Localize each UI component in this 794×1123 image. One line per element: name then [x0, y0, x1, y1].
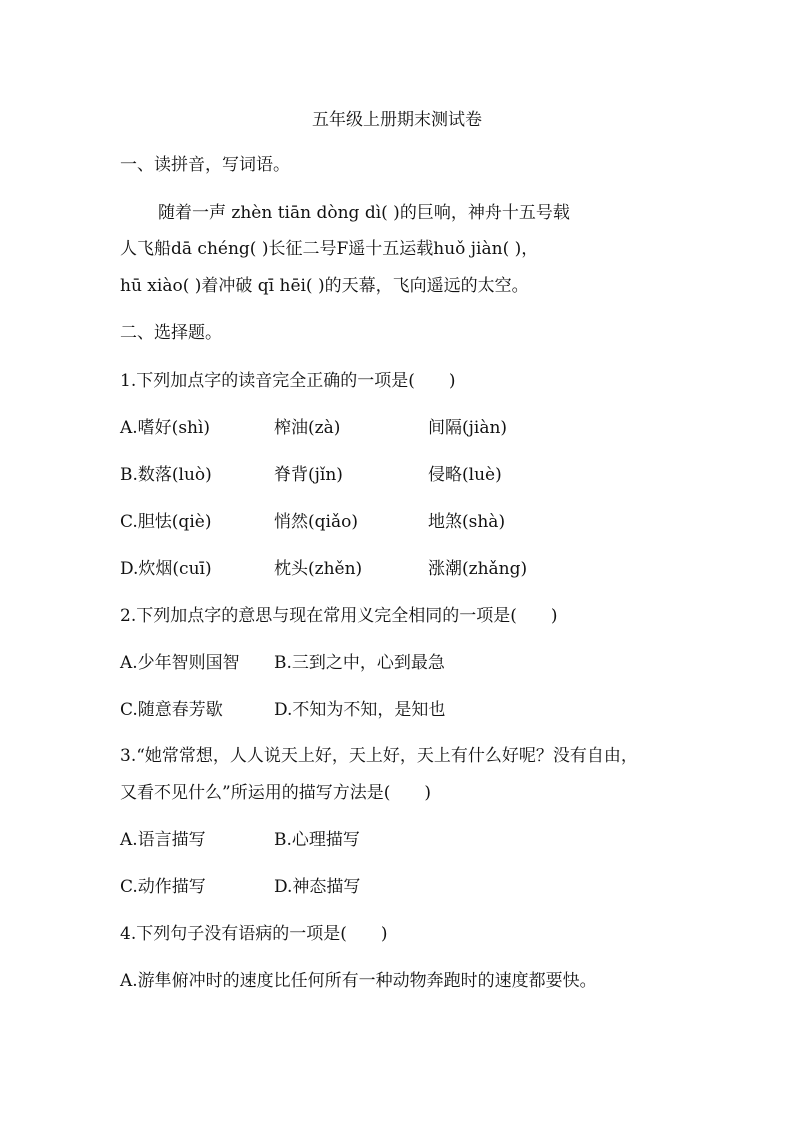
- pinyin-line-2: 人飞船dā chéng( )长征二号F遥十五运载huǒ jiàn( )，: [120, 239, 539, 259]
- q2-option-a: A.少年智则国智: [120, 653, 240, 673]
- question-2-stem: 2.下列加点字的意思与现在常用义完全相同的一项是( ): [120, 606, 558, 626]
- q1-option-c-3: 地煞(shà): [428, 512, 506, 532]
- pinyin-line-3: hū xiào( )着冲破 qī hēi( )的天幕，飞向遥远的太空。: [120, 276, 529, 296]
- question-4-stem: 4.下列句子没有语病的一项是( ): [120, 924, 388, 944]
- q1-option-b-3: 侵略(luè): [428, 465, 502, 485]
- question-1-stem: 1.下列加点字的读音完全正确的一项是( ): [120, 371, 456, 391]
- section-1-heading: 一、读拼音，写词语。: [120, 155, 290, 175]
- question-3-stem-line-2: 又看不见什么”所运用的描写方法是( ): [120, 783, 431, 803]
- section-2-heading: 二、选择题。: [120, 323, 222, 343]
- pinyin-line-1: 随着一声 zhèn tiān dòng dì( )的巨响，神舟十五号载: [158, 203, 570, 223]
- q1-option-b-2: 脊背(jǐn): [274, 465, 343, 485]
- q1-option-a-1: A.嗜好(shì): [120, 418, 211, 438]
- q4-option-a: A.游隼俯冲时的速度比任何所有一种动物奔跑时的速度都要快。: [120, 971, 597, 991]
- q3-option-a: A.语言描写: [120, 830, 206, 850]
- question-3-stem-line-1: 3.“她常常想，人人说天上好，天上好，天上有什么好呢？没有自由，: [120, 746, 638, 766]
- q2-option-b: B.三到之中，心到最急: [274, 653, 445, 673]
- q1-option-c-2: 悄然(qiǎo): [274, 512, 358, 532]
- q1-option-b-1: B.数落(luò): [120, 465, 212, 485]
- page-title: 五年级上册期末测试卷: [312, 110, 482, 130]
- q3-option-d: D.神态描写: [274, 877, 361, 897]
- q3-option-c: C.动作描写: [120, 877, 206, 897]
- q2-option-d: D.不知为不知，是知也: [274, 700, 446, 720]
- q1-option-c-1: C.胆怯(qiè): [120, 512, 212, 532]
- q1-option-d-1: D.炊烟(cuī): [120, 559, 212, 579]
- q1-option-d-3: 涨潮(zhǎng): [428, 559, 528, 579]
- q1-option-a-3: 间隔(jiàn): [428, 418, 508, 438]
- q1-option-d-2: 枕头(zhěn): [274, 559, 363, 579]
- q2-option-c: C.随意春芳歇: [120, 700, 223, 720]
- q3-option-b: B.心理描写: [274, 830, 360, 850]
- q1-option-a-2: 榨油(zà): [274, 418, 341, 438]
